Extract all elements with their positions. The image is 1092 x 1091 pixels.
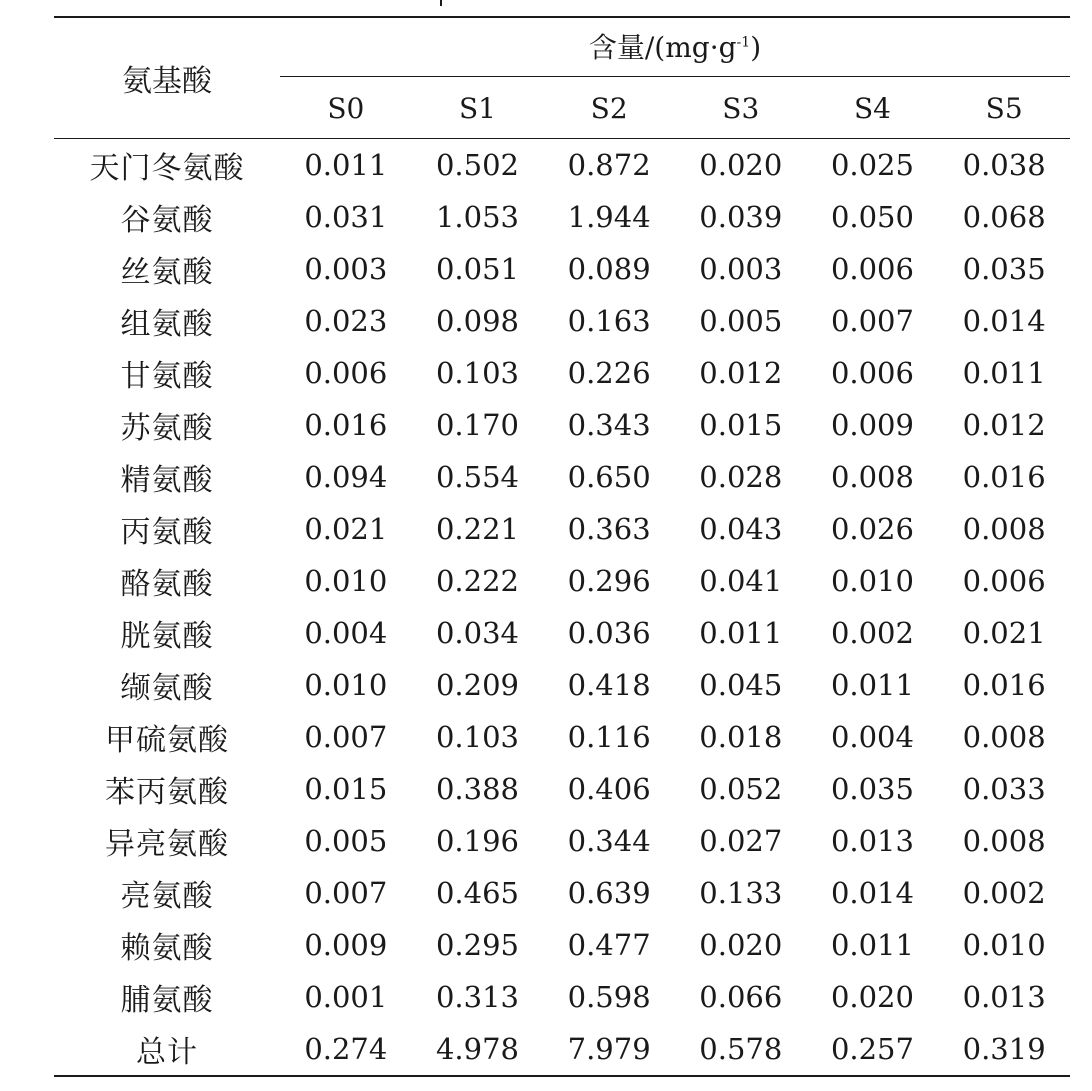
amino-acid-table-container (54, 16, 1070, 1077)
content-value-s1: 0.034 (435, 616, 519, 650)
sample-header-s0: S0 (280, 79, 412, 138)
sample-header-s5: S5 (938, 79, 1070, 138)
content-value-s1: 0.221 (435, 512, 519, 546)
content-value-s0: 0.015 (304, 772, 388, 806)
content-value-s0: 0.094 (304, 460, 388, 494)
amino-acid-name: 异亮氨酸 (105, 827, 229, 862)
content-value-s2: 0.343 (567, 408, 651, 442)
content-value-s5: 0.008 (962, 824, 1046, 858)
row-label-header: 氨基酸 (54, 17, 280, 139)
content-label-text: 含量/(mg·g (588, 31, 737, 64)
content-value-s1: 0.051 (435, 252, 519, 286)
content-value-s1: 0.103 (435, 720, 519, 754)
content-value-s2: 0.089 (567, 252, 651, 286)
amino-acid-name: 精氨酸 (120, 463, 214, 498)
content-value-s2: 0.872 (567, 148, 651, 182)
content-value-s2: 0.363 (567, 512, 651, 546)
content-value-s5: 0.013 (962, 980, 1046, 1014)
content-value-s0: 0.021 (304, 512, 388, 546)
content-value-s4: 0.004 (830, 720, 914, 754)
content-value-s1: 0.098 (435, 304, 519, 338)
content-value-s1: 0.209 (435, 668, 519, 702)
table-row (54, 919, 1070, 971)
content-value-s5: 0.006 (962, 564, 1046, 598)
table-row (54, 659, 1070, 711)
content-value-s5: 0.319 (938, 1023, 1070, 1076)
content-value-s3: 0.020 (699, 928, 783, 962)
content-value-s4: 0.007 (830, 304, 914, 338)
table-row (54, 503, 1070, 555)
content-value-s1: 0.465 (435, 876, 519, 910)
sample-header-s2: S2 (543, 79, 675, 138)
content-value-s5: 0.033 (962, 772, 1046, 806)
content-value-s2: 1.944 (567, 200, 651, 234)
content-value-s2: 0.296 (567, 564, 651, 598)
table-row (54, 971, 1070, 1023)
sample-header-s4: S4 (807, 79, 939, 138)
content-value-s2: 0.226 (567, 356, 651, 390)
content-value-s2: 0.116 (567, 720, 651, 754)
content-value-s0: 0.016 (304, 408, 388, 442)
content-value-s5: 0.035 (962, 252, 1046, 286)
content-value-s4: 0.002 (830, 616, 914, 650)
content-value-s5: 0.008 (962, 512, 1046, 546)
content-value-s4: 0.011 (830, 928, 914, 962)
content-value-s1: 1.053 (435, 200, 519, 234)
content-value-s4: 0.008 (830, 460, 914, 494)
amino-acid-name: 缬氨酸 (120, 671, 214, 706)
content-value-s2: 0.639 (567, 876, 651, 910)
table-row (54, 763, 1070, 815)
content-value-s1: 0.313 (435, 980, 519, 1014)
content-value-s2: 0.036 (567, 616, 651, 650)
content-value-s5: 0.021 (962, 616, 1046, 650)
content-value-s5: 0.014 (962, 304, 1046, 338)
content-value-s3: 0.005 (699, 304, 783, 338)
header-row-group (54, 17, 1070, 79)
content-value-s0: 0.031 (304, 200, 388, 234)
content-label-close: ) (750, 31, 762, 64)
content-value-s3: 0.018 (699, 720, 783, 754)
content-value-s3: 0.052 (699, 772, 783, 806)
content-value-s5: 0.016 (962, 668, 1046, 702)
content-value-s1: 0.554 (435, 460, 519, 494)
amino-acid-name: 总计 (54, 1023, 280, 1076)
amino-acid-table (54, 16, 1070, 1077)
content-value-s3: 0.045 (699, 668, 783, 702)
content-value-s5: 0.012 (962, 408, 1046, 442)
content-value-s0: 0.009 (304, 928, 388, 962)
content-value-s1: 0.196 (435, 824, 519, 858)
content-value-s2: 0.163 (567, 304, 651, 338)
content-value-s0: 0.274 (280, 1023, 412, 1076)
content-value-s2: 0.406 (567, 772, 651, 806)
content-value-s4: 0.020 (830, 980, 914, 1014)
content-value-s3: 0.039 (699, 200, 783, 234)
content-value-s0: 0.004 (304, 616, 388, 650)
content-value-s2: 0.344 (567, 824, 651, 858)
content-value-s4: 0.010 (830, 564, 914, 598)
amino-acid-name: 酪氨酸 (120, 567, 214, 602)
content-value-s2: 0.418 (567, 668, 651, 702)
amino-acid-name: 苏氨酸 (120, 411, 214, 446)
content-value-s2: 7.979 (543, 1023, 675, 1076)
content-value-s0: 0.005 (304, 824, 388, 858)
table-row (54, 867, 1070, 919)
content-value-s4: 0.009 (830, 408, 914, 442)
content-value-s0: 0.007 (304, 720, 388, 754)
table-row (54, 243, 1070, 295)
content-value-s4: 0.014 (830, 876, 914, 910)
content-value-s4: 0.050 (830, 200, 914, 234)
content-value-s1: 0.103 (435, 356, 519, 390)
content-value-s2: 0.598 (567, 980, 651, 1014)
content-value-s3: 0.041 (699, 564, 783, 598)
content-value-s5: 0.016 (962, 460, 1046, 494)
content-value-s5: 0.008 (962, 720, 1046, 754)
content-value-s3: 0.011 (699, 616, 783, 650)
content-value-s5: 0.068 (962, 200, 1046, 234)
content-value-s0: 0.010 (304, 668, 388, 702)
amino-acid-name: 脯氨酸 (120, 983, 214, 1018)
table-row (54, 1023, 1070, 1076)
content-value-s4: 0.025 (830, 148, 914, 182)
table-row (54, 711, 1070, 763)
content-value-s1: 0.388 (435, 772, 519, 806)
table-row (54, 347, 1070, 399)
amino-acid-name: 胱氨酸 (120, 619, 214, 654)
content-value-s0: 0.010 (304, 564, 388, 598)
sample-header-s3: S3 (675, 79, 807, 138)
amino-acid-name: 甘氨酸 (120, 359, 214, 394)
content-value-s1: 4.978 (412, 1023, 544, 1076)
amino-acid-name: 丙氨酸 (120, 515, 214, 550)
content-value-s3: 0.578 (675, 1023, 807, 1076)
content-value-s3: 0.020 (699, 148, 783, 182)
content-value-s4: 0.026 (830, 512, 914, 546)
content-value-s4: 0.011 (830, 668, 914, 702)
table-row (54, 815, 1070, 867)
content-label-superscript: -1 (736, 34, 751, 51)
content-value-s0: 0.011 (304, 148, 388, 182)
content-value-s4: 0.035 (830, 772, 914, 806)
content-value-s3: 0.012 (699, 356, 783, 390)
table-row (54, 555, 1070, 607)
content-group-label (280, 20, 1070, 77)
table-row (54, 295, 1070, 347)
content-value-s0: 0.023 (304, 304, 388, 338)
content-value-s4: 0.257 (807, 1023, 939, 1076)
content-value-s3: 0.003 (699, 252, 783, 286)
amino-acid-name: 丝氨酸 (120, 255, 214, 290)
content-value-s3: 0.066 (699, 980, 783, 1014)
content-value-s1: 0.502 (435, 148, 519, 182)
table-header (54, 17, 1070, 139)
table-row (54, 399, 1070, 451)
content-value-s5: 0.010 (962, 928, 1046, 962)
content-value-s3: 0.028 (699, 460, 783, 494)
amino-acid-name: 天门冬氨酸 (89, 151, 245, 186)
amino-acid-name: 赖氨酸 (120, 931, 214, 966)
amino-acid-name: 谷氨酸 (120, 203, 214, 238)
content-value-s0: 0.001 (304, 980, 388, 1014)
content-value-s0: 0.003 (304, 252, 388, 286)
sample-header-s1: S1 (412, 79, 544, 138)
table-row (54, 191, 1070, 243)
top-edge-mark (440, 0, 442, 6)
content-value-s4: 0.006 (830, 252, 914, 286)
table-row (54, 139, 1070, 192)
content-value-s3: 0.015 (699, 408, 783, 442)
content-value-s5: 0.038 (962, 148, 1046, 182)
table-row (54, 607, 1070, 659)
table-body (54, 139, 1070, 1077)
content-group-header (280, 17, 1070, 79)
content-value-s1: 0.295 (435, 928, 519, 962)
amino-acid-name: 亮氨酸 (120, 879, 214, 914)
content-value-s3: 0.027 (699, 824, 783, 858)
content-value-s0: 0.006 (304, 356, 388, 390)
content-value-s5: 0.002 (962, 876, 1046, 910)
content-value-s2: 0.650 (567, 460, 651, 494)
amino-acid-name: 苯丙氨酸 (105, 775, 229, 810)
content-value-s2: 0.477 (567, 928, 651, 962)
content-value-s1: 0.170 (435, 408, 519, 442)
content-value-s4: 0.006 (830, 356, 914, 390)
amino-acid-name: 组氨酸 (120, 307, 214, 342)
content-value-s4: 0.013 (830, 824, 914, 858)
content-value-s3: 0.133 (699, 876, 783, 910)
content-value-s5: 0.011 (962, 356, 1046, 390)
content-value-s1: 0.222 (435, 564, 519, 598)
table-row (54, 451, 1070, 503)
content-value-s0: 0.007 (304, 876, 388, 910)
amino-acid-name: 甲硫氨酸 (105, 723, 229, 758)
content-value-s3: 0.043 (699, 512, 783, 546)
